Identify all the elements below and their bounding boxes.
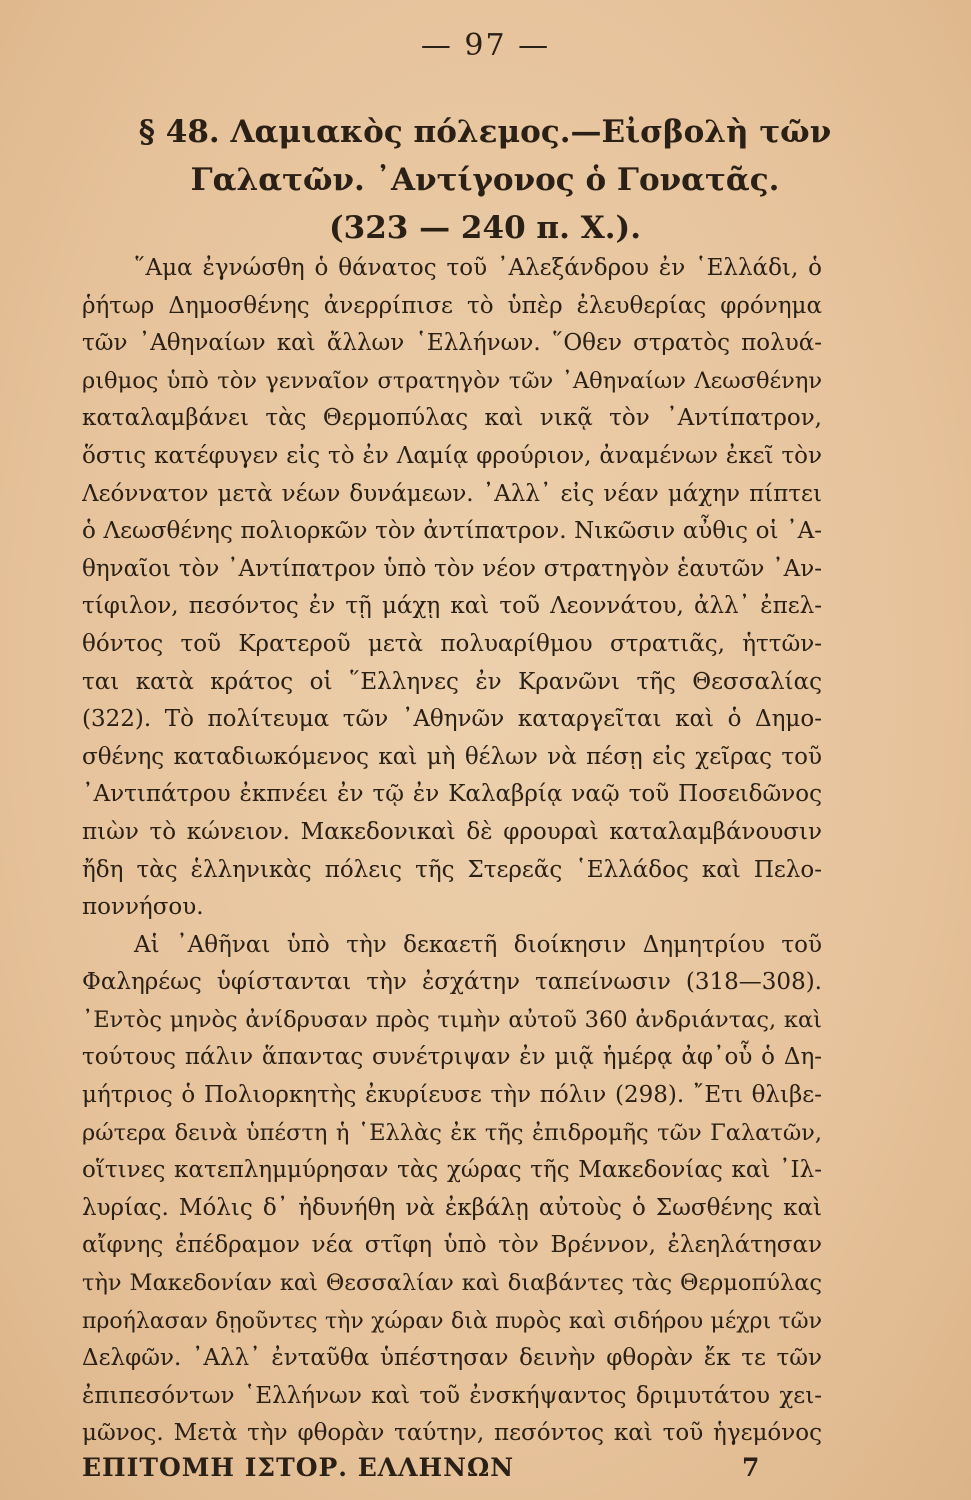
heading-line-2: Γαλατῶν. ᾿Αντίγονος ὁ Γονατᾶς.	[190, 162, 780, 198]
text-line: λυρίας. Μόλις δ᾿ ἠδυνήθη νὰ ἐκβάλῃ αὐτοὺς ὁ Σωσθένης καὶ	[82, 1194, 822, 1221]
text-line: ἐπιπεσόντων ῾Ελλήνων καὶ τοῦ ἐνσκήψαντος δριμυτάτου χει-	[82, 1382, 822, 1409]
text-line: ρώτερα δεινὰ ὑπέστη ἡ ῾Ελλὰς ἐκ τῆς ἐπιδρομῆς τῶν Γαλατῶν,	[82, 1119, 822, 1146]
text-line: μῶνος. Μετὰ τὴν φθορὰν ταύτην, πεσόντος καὶ τοῦ ἡγεμόνος	[82, 1420, 822, 1447]
page-number: — 97 —	[420, 28, 551, 63]
text-line: Δελφῶν. ᾿Αλλ᾿ ἐνταῦθα ὑπέστησαν δεινὴν φθορὰν ἔκ τε τῶν	[82, 1345, 822, 1372]
text-line: ἤδη τὰς ἑλληνικὰς πόλεις τῆς Στερεᾶς ῾Ελλάδος καὶ Πελο-	[82, 856, 822, 883]
text-line: μήτριος ὁ Πολιορκητὴς ἐκυρίευσε τὴν πόλιν (298). ῎Ετι θλιβε-	[82, 1082, 822, 1109]
text-line: ῞Αμα ἐγνώσθη ὁ θάνατος τοῦ ᾿Αλεξάνδρου ἐν ῾Ελλάδι, ὁ	[134, 255, 822, 281]
text-line: οἵτινες κατεπλημμύρησαν τὰς χώρας τῆς Μακεδονίας καὶ ᾿Ιλ-	[82, 1157, 822, 1184]
text-line: πιὼν τὸ κώνειον. Μακεδονικαὶ δὲ φρουραὶ καταλαμβάνουσιν	[82, 818, 822, 845]
page-footer	[82, 1453, 782, 1493]
text-line: καταλαμβάνει τὰς Θερμοπύλας καὶ νικᾷ τὸν ᾿Αντίπατρον,	[82, 405, 822, 432]
heading-line-1: § 48. Λαμιακὸς πόλεμος.—Εἰσβολὴ τῶν	[138, 114, 832, 150]
text-line: τὴν Μακεδονίαν καὶ Θεσσαλίαν καὶ διαβάντες τὰς Θερμοπύλας	[82, 1270, 822, 1297]
text-line: θόντος τοῦ Κρατεροῦ μετὰ πολυαρίθμου στρατιᾶς, ἡττῶν-	[82, 630, 822, 657]
text-line: Λεόννατον μετὰ νέων δυνάμεων. ᾿Αλλ᾿ εἰς νέαν μάχην πίπτει	[82, 480, 822, 507]
text-line: προήλασαν δῃοῦντες τὴν χώραν διὰ πυρὸς καὶ σιδήρου μέχρι τῶν	[82, 1308, 822, 1334]
text-line: Αἱ ᾿Αθῆναι ὑπὸ τὴν δεκαετῆ διοίκησιν Δημητρίου τοῦ	[134, 931, 822, 958]
paragraph-1	[82, 250, 822, 927]
footer-title: ΕΠΙΤΟΜΗ ΙΣΤΟΡ. ΕΛΛΗΝΩΝ	[82, 1453, 515, 1482]
text-line: (322). Τὸ πολίτευμα τῶν ᾿Αθηνῶν καταργεῖται καὶ ὁ Δημο-	[82, 706, 822, 733]
text-line: σθένης καταδιωκόμενος καὶ μὴ θέλων νὰ πέσῃ εἰς χεῖρας τοῦ	[82, 743, 822, 770]
text-line: ὁ Λεωσθένης πολιορκῶν τὸν ἀντίπατρον. Νικῶσιν αὖθις οἱ ᾿Α-	[82, 518, 822, 545]
text-line: ᾿Αντιπάτρου ἐκπνέει ἐν τῷ ἐν Καλαβρίᾳ ναῷ τοῦ Ποσειδῶνος	[82, 781, 822, 808]
heading-line-3: (323 — 240 π. Χ.).	[328, 210, 642, 246]
text-line: ὅστις κατέφυγεν εἰς τὸ ἐν Λαμίᾳ φρούριον, ἀναμένων ἐκεῖ τὸν	[82, 442, 822, 469]
text-line: ται κατὰ κράτος οἱ ῞Ελληνες ἐν Κρανῶνι τῆς Θεσσαλίας	[82, 668, 822, 695]
text-line: αἴφνης ἐπέδραμον νέα στῖφη ὑπὸ τὸν Βρέννον, ἐλεηλάτησαν	[82, 1232, 822, 1259]
text-line: ποννήσου.	[82, 894, 204, 921]
text-line: τούτους πάλιν ἅπαντας συνέτριψαν ἐν μιᾷ ἡμέρᾳ ἀφ᾿οὗ ὁ Δη-	[82, 1044, 822, 1071]
signature-mark: 7	[742, 1453, 760, 1482]
body-text	[82, 250, 822, 1453]
text-line: ῥήτωρ Δημοσθένης ἀνερρίπισε τὸ ὑπὲρ ἐλευθερίας φρόνημα	[82, 292, 822, 319]
section-heading	[90, 108, 880, 252]
text-line: ριθμος ὑπὸ τὸν γενναῖον στρατηγὸν τῶν ᾿Αθηναίων Λεωσθένην	[82, 367, 822, 394]
text-line: τίφιλον, πεσόντος ἐν τῇ μάχῃ καὶ τοῦ Λεοννάτου, ἀλλ᾿ ἐπελ-	[82, 593, 822, 620]
text-line: τῶν ᾿Αθηναίων καὶ ἄλλων ῾Ελλήνων. ῞Οθεν στρατὸς πολυά-	[82, 330, 822, 357]
text-line: ᾿Εντὸς μηνὸς ἀνίδρυσαν πρὸς τιμὴν αὐτοῦ 360 ἀνδριάντας, καὶ	[82, 1006, 822, 1033]
paragraph-2	[82, 927, 822, 1453]
text-line: θηναῖοι τὸν ᾿Αντίπατρον ὑπὸ τὸν νέον στρατηγὸν ἑαυτῶν ᾿Αν-	[82, 555, 822, 582]
text-line: Φαληρέως ὑφίστανται τὴν ἐσχάτην ταπείνωσιν (318—308).	[82, 969, 822, 996]
